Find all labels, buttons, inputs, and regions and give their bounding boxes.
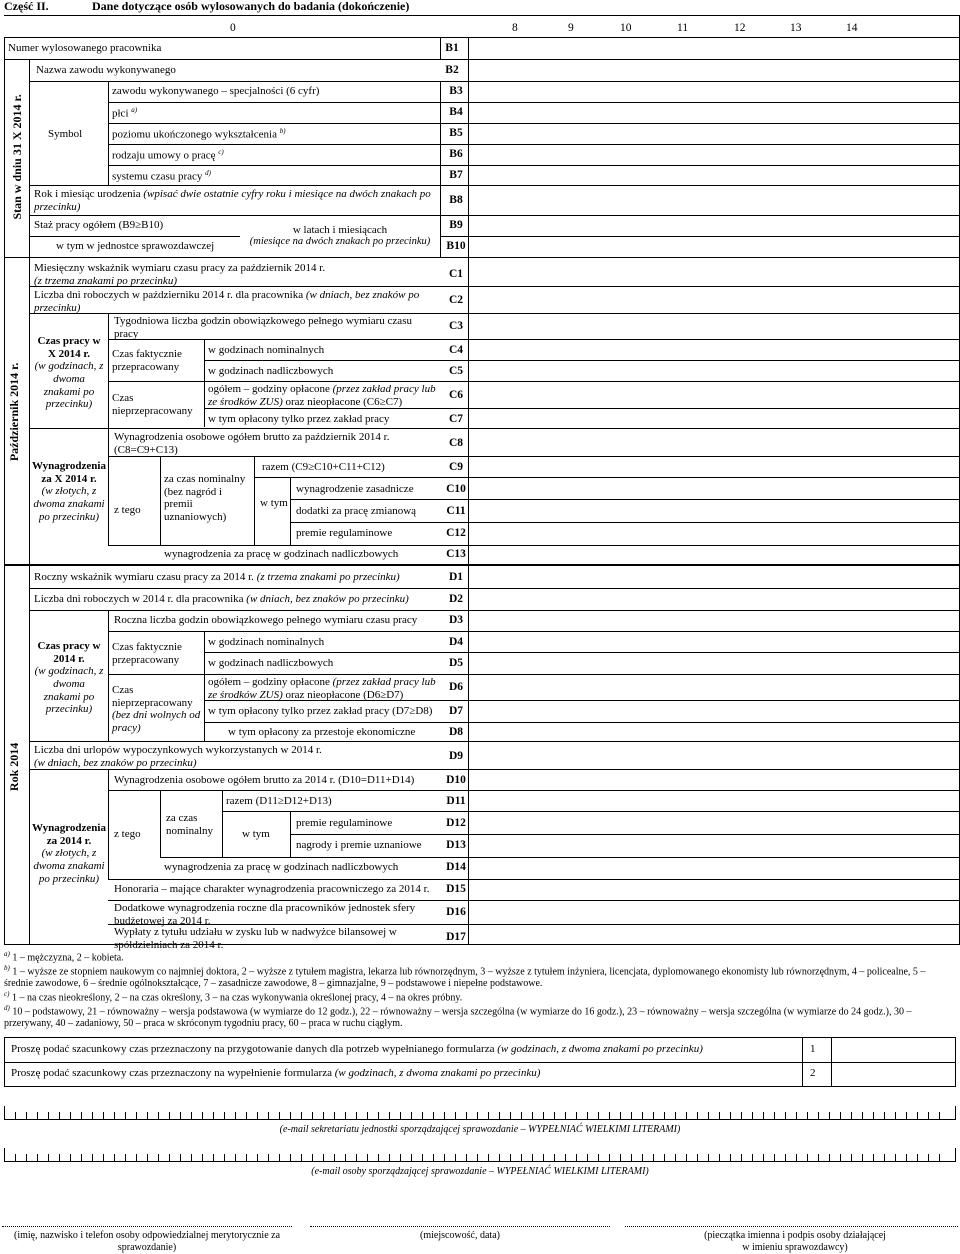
d8-label: w tym opłacony za przestoje ekonomiczne [228, 726, 416, 738]
d5-code: D5 [448, 657, 464, 669]
d-wyn-note: (w złotych, z dwoma znakami po przecinku) [33, 847, 105, 885]
c8-label: Wynagrodzenia osobowe ogółem brutto za październik 2014 r. [114, 431, 390, 443]
c-czas-title: Czas pracy w X 2014 r. [37, 335, 101, 360]
c4-code: C4 [448, 344, 464, 356]
section-title: Dane dotyczące osób wylosowanych do badania (dokończenie) [92, 0, 410, 13]
time1-input[interactable] [831, 1038, 955, 1062]
signature-caption-stamp: (pieczątka imienna i podpis osoby działającej w imieniu sprawozdawcy) [704, 1230, 886, 1253]
d11-code: D11 [446, 795, 466, 807]
c-czas-note: (w godzinach, z dwoma znakami po przecinku) [34, 360, 104, 411]
time1-note: (w godzinach, z dwoma znakami po przecinku) [497, 1043, 703, 1055]
b4-code: B4 [449, 106, 463, 118]
c9-label: razem (C9≥C10+C11+C12) [262, 461, 385, 473]
b5-code: B5 [449, 127, 463, 139]
signature-caption-responsible: (imię, nazwisko i telefon osoby odpowiedzialnej merytorycznie za sprawozdanie) [13, 1230, 281, 1253]
c6-code: C6 [448, 389, 464, 401]
d6-code: D6 [448, 681, 464, 693]
column-header: 0 [230, 22, 236, 34]
c1-label: Miesięczny wskaźnik wymiaru czasu pracy za październik 2014 r. [34, 262, 326, 274]
b9-label: Staż pracy ogółem (B9≥B10) [34, 219, 164, 231]
c7-label: w tym opłacony tylko przez zakład pracy [208, 413, 390, 425]
c3-code: C3 [448, 320, 464, 332]
signature-line-place-date[interactable] [310, 1226, 610, 1227]
email2-caption: (e-mail osoby sporządzającej sprawozdanie – WYPEŁNIAĆ WIELKIMI LITERAMI) [311, 1166, 649, 1177]
c7-code: C7 [448, 413, 464, 425]
d7-code: D7 [448, 705, 464, 717]
side-label-rok: Rok 2014 [7, 742, 22, 792]
footnote-mark: b) [4, 964, 10, 973]
footnote-text: 1 – na czas nieokreślony, 2 – na czas określony, 3 – na czas wykonywania określonej pracy, 4 – na okres próbny. [11, 992, 463, 1004]
b9-code: B9 [449, 219, 463, 231]
d-nieprzepracowany: Czas nieprzepracowany [112, 684, 193, 709]
b4-label: płci [112, 107, 129, 120]
d1-note: (z trzema znakami po przecinku) [256, 571, 400, 583]
c3-label: Tygodniowa liczba godzin obowiązkowego pełnego wymiaru czasu pracy [114, 315, 412, 340]
c-nieprzepracowany: Czas nieprzepracowany [112, 392, 193, 417]
d6-label: ogółem – godziny opłacone [208, 676, 330, 688]
column-header: 10 [620, 22, 632, 34]
d4-code: D4 [448, 636, 464, 648]
c-wyn-title: Wynagrodzenia za X 2014 r. [32, 460, 106, 485]
signature-caption-place-date: (miejscowość, data) [420, 1230, 500, 1241]
b3-label: zawodu wykonywanego – specjalności (6 cyfr) [112, 85, 320, 97]
c12-label: premie regulaminowe [296, 527, 393, 539]
d3-code: D3 [448, 614, 464, 626]
d9-label: Liczba dni urlopów wypoczynkowych wykorzystanych w 2014 r. [34, 744, 322, 756]
d10-code: D10 [446, 774, 466, 786]
c-wyn-note: (w złotych, z dwoma znakami po przecinku) [33, 485, 105, 523]
c5-label: w godzinach nadliczbowych [208, 365, 334, 377]
latach-note: (miesiące na dwóch znakach po przecinku) [249, 236, 431, 247]
time2-input[interactable] [831, 1063, 955, 1086]
d7-label: w tym opłacony tylko przez zakład pracy (D7≥D8) [208, 705, 433, 717]
email1-field[interactable] [4, 1106, 956, 1120]
d11-label: razem (D11≥D12+D13) [226, 795, 332, 807]
time2-code: 2 [810, 1067, 816, 1079]
c-ztego: z tego [114, 504, 141, 516]
email2-field[interactable] [4, 1148, 956, 1162]
email1-caption: (e-mail sekretariatu jednostki sporządzającej sprawozdanie – WYPEŁNIAĆ WIELKIMI LITERAMI) [279, 1124, 681, 1135]
d5-label: w godzinach nadliczbowych [208, 657, 334, 669]
c-faktyczny: Czas faktycznie przepracowany [112, 348, 182, 373]
d-czas-title: Czas pracy w 2014 r. [37, 640, 101, 665]
time-table [4, 1037, 956, 1087]
b2-label: Nazwa zawodu wykonywanego [36, 64, 176, 76]
b10-label: w tym w jednostce sprawozdawczej [56, 240, 215, 252]
d14-code: D14 [446, 861, 466, 873]
signature-line-stamp[interactable] [625, 1226, 958, 1227]
email2-cells [4, 1148, 956, 1161]
footnote-text: 1 – wyższe ze stopniem naukowym co najmniej doktora, 2 – wyższe z tytułem magistra, lekarza lub równorzędnym, 3 – wyższe z tytułem inżyniera, licencjata, dyplomowanego ekonomisty lub równorzędnym, 4 – policealne, 5 – średnie zawodowe, 6 – średnie ogólnokształcące, 7 – zasadnicze zawodowe, 8 – gimnazjalne, 9 – podstawowe i niepełne podstawowe. [4, 966, 926, 990]
footnotes [4, 950, 954, 1030]
d-nominalny: za czas nominalny [166, 812, 214, 837]
c9-code: C9 [448, 461, 464, 473]
b7-sup: d) [205, 169, 212, 177]
d17-label: Wypłaty z tytułu udziału w zysku lub w nadwyżce bilansowej w spółdzielniach za 2014 r. [114, 926, 397, 951]
c13-label: wynagrodzenia za pracę w godzinach nadliczbowych [164, 548, 399, 560]
c2-label: Liczba dni roboczych w październiku 2014 r. dla pracownika [34, 289, 304, 301]
b6-sup: c) [218, 148, 224, 156]
footnote-mark: d) [4, 1004, 10, 1013]
c6-label: ogółem – godziny opłacone [208, 383, 330, 395]
d16-code: D16 [446, 906, 466, 918]
c6-tail: oraz nieopłacone (C6≥C7) [285, 395, 403, 408]
column-header: 9 [568, 22, 574, 34]
time1-code: 1 [810, 1043, 816, 1055]
c2-code: C2 [448, 294, 464, 306]
d17-code: D17 [446, 931, 466, 943]
d-faktyczny: Czas faktycznie przepracowany [112, 641, 182, 666]
column-header: 14 [846, 22, 858, 34]
column-header: 12 [734, 22, 746, 34]
c11-code: C11 [446, 505, 466, 517]
c12-code: C12 [446, 527, 466, 539]
b1-label: Numer wylosowanego pracownika [8, 42, 162, 54]
b5-sup: b) [279, 127, 286, 135]
d1-label: Roczny wskaźnik wymiaru czasu pracy za 2014 r. [34, 571, 254, 583]
footnote-text: 1 – mężczyzna, 2 – kobieta. [12, 952, 124, 964]
footnote-mark: c) [4, 990, 10, 999]
d14-label: wynagrodzenia za pracę w godzinach nadliczbowych [164, 861, 399, 873]
footnote [4, 964, 954, 990]
d12-label: premie regulaminowe [296, 817, 393, 829]
d15-code: D15 [446, 883, 466, 895]
b8-label: Rok i miesiąc urodzenia [34, 188, 141, 200]
d13-label: nagrody i premie uznaniowe [296, 839, 422, 851]
d1-code: D1 [448, 571, 464, 583]
c8-note: (C8=C9+C13) [114, 443, 178, 456]
d-ztego: z tego [114, 828, 141, 840]
footnote [4, 990, 954, 1004]
c8-code: C8 [448, 437, 464, 449]
c2-note: (w dniach, bez znaków po przecinku) [34, 289, 420, 314]
d8-code: D8 [448, 726, 464, 738]
c6-note: (przez zakład pracy lub ze środków ZUS) [208, 383, 436, 408]
b1-code: B1 [445, 42, 459, 54]
b8-code: B8 [449, 194, 463, 206]
c4-label: w godzinach nominalnych [208, 344, 325, 356]
c1-code: C1 [448, 268, 464, 280]
footnote-mark: a) [4, 950, 10, 958]
d2-note: (w dniach, bez znaków po przecinku) [246, 593, 409, 605]
signature-line-responsible[interactable] [2, 1226, 292, 1227]
d9-note: (w dniach, bez znaków po przecinku) [34, 756, 197, 769]
c10-code: C10 [446, 483, 466, 495]
d-wyn-title: Wynagrodzenia za 2014 r. [32, 822, 106, 847]
d-wtym: w tym [242, 828, 270, 840]
column-header: 8 [512, 22, 518, 34]
column-header: 11 [677, 22, 689, 34]
time2-label: Proszę podać szacunkowy czas przeznaczony na wypełnienie formularza [11, 1067, 332, 1079]
b6-label: rodzaju umowy o pracę [112, 149, 216, 162]
latach-label: w latach i miesiącach [292, 224, 388, 236]
d6-tail: oraz nieopłacone (D6≥D7) [285, 688, 404, 701]
symbol-label: Symbol [48, 128, 83, 140]
footnote [4, 1004, 954, 1030]
d2-code: D2 [448, 593, 464, 605]
b6-code: B6 [449, 148, 463, 160]
b10-code: B10 [446, 240, 466, 252]
c13-code: C13 [446, 548, 466, 560]
c5-code: C5 [448, 365, 464, 377]
column-header: 13 [790, 22, 802, 34]
d2-label: Liczba dni roboczych w 2014 r. dla pracownika [34, 593, 244, 605]
c10-label: wynagrodzenie zasadnicze [296, 483, 414, 495]
c-nominalny: za czas nominalny (bez nagród i premii uznaniowych) [164, 473, 246, 523]
d3-label: Roczna liczba godzin obowiązkowego pełnego wymiaru czasu pracy [114, 614, 418, 626]
b7-code: B7 [449, 169, 463, 181]
footnote-text: 10 – podstawowy, 21 – równoważny – wersja podstawowa (w wymiarze do 12 godz.), 22 – równoważny – wersja szczególna (w wymiarze do 16 godz.), 23 – równoważny – wersja szczególna (w wymiarze do 24 godz.), 30 – przerywany, 40 – zadaniowy, 50 – praca w skróconym tygodniu pracy, 60 – praca w ruchu ciągłym. [4, 1006, 912, 1030]
footnote [4, 950, 954, 964]
b3-code: B3 [449, 85, 463, 97]
d15-label: Honoraria – mające charakter wynagrodzenia pracowniczego za 2014 r. [114, 883, 430, 895]
b2-code: B2 [445, 64, 459, 76]
time1-label: Proszę podać szacunkowy czas przeznaczony na przygotowanie danych dla potrzeb wypełnianego formularza [11, 1043, 495, 1055]
b7-label: systemu czasu pracy [112, 170, 203, 183]
d-czas-note: (w godzinach, z dwoma znakami po przecinku) [34, 665, 104, 716]
d10-label: Wynagrodzenia osobowe ogółem brutto za 2014 r. (D10=D11+D14) [114, 774, 415, 786]
d9-code: D9 [448, 750, 464, 762]
d6-note: (przez zakład pracy lub ze środków ZUS) [208, 676, 436, 701]
email1-cells [4, 1106, 956, 1119]
c1-note: (z trzema znakami po przecinku) [34, 274, 177, 287]
d4-label: w godzinach nominalnych [208, 636, 325, 648]
d16-label: Dodatkowe wynagrodzenia roczne dla pracowników jednostek sfery budżetowej za 2014 r. [114, 902, 416, 927]
c-wtym: w tym [260, 497, 288, 509]
b5-label: poziomu ukończonego wykształcenia [112, 128, 277, 141]
part-label: Część II. [4, 0, 49, 13]
side-label-pazdziernik: Październik 2014 r. [7, 362, 22, 462]
side-label-stan: Stan w dniu 31 X 2014 r. [10, 94, 25, 220]
d13-code: D13 [446, 839, 466, 851]
d-nieprzep-note: (bez dni wolnych od pracy) [112, 709, 201, 734]
b4-sup: a) [131, 106, 138, 114]
b8-note: (wpisać dwie ostatnie cyfry roku i miesiące na dwóch znakach po przecinku) [34, 188, 431, 213]
time2-note: (w godzinach, z dwoma znakami po przecinku) [334, 1067, 541, 1079]
c11-label: dodatki za pracę zmianową [296, 505, 417, 517]
d12-code: D12 [446, 817, 466, 829]
